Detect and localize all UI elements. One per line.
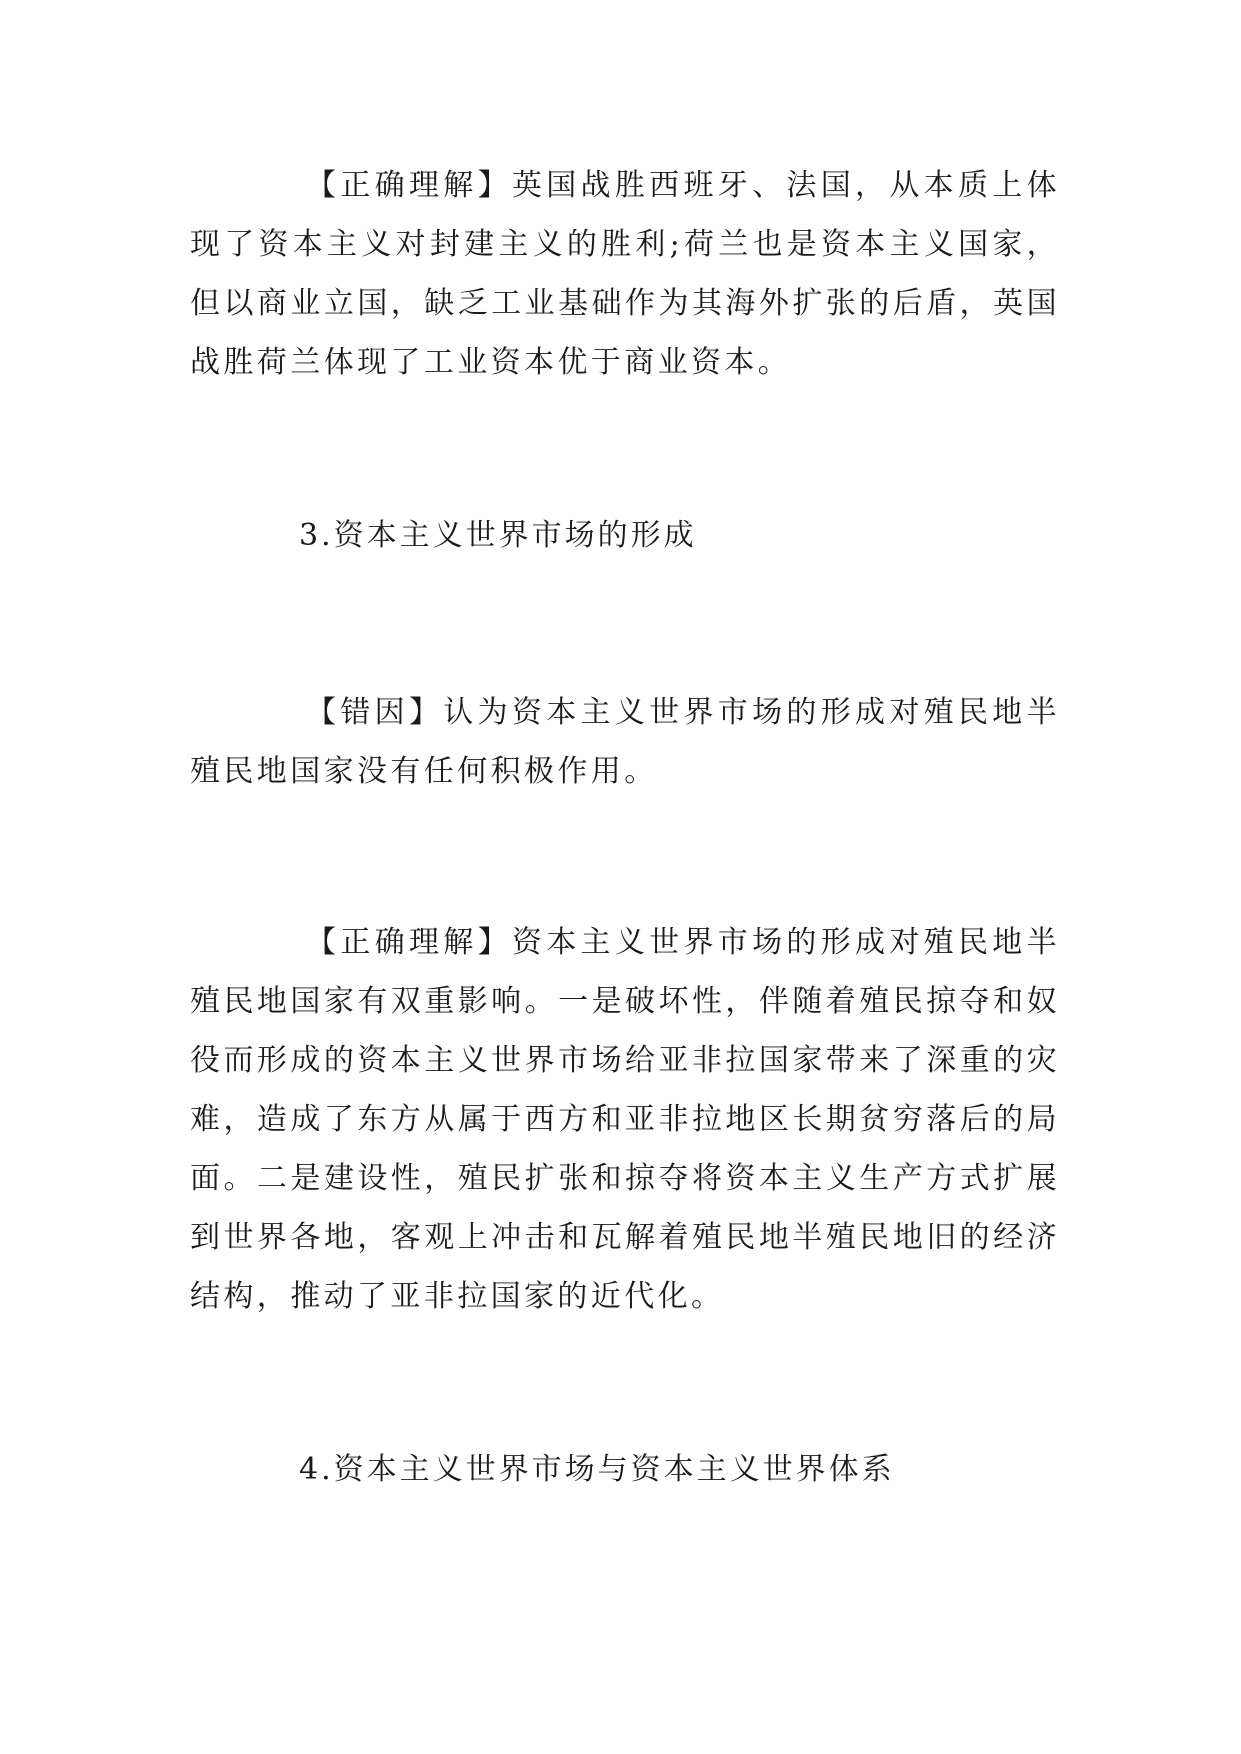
section-heading-3: 3.资本主义世界市场的形成: [299, 518, 697, 553]
correct-understanding-paragraph-2: 【正确理解】资本主义世界市场的形成对殖民地半殖民地国家有双重影响。一是破坏性，伴随着殖民掠夺和奴役而形成的资本主义世界市场给亚非拉国家带来了深重的灾难，造成了东方从属于西方和亚非拉地区长期贫穷落后的局面。二是建设性，殖民扩张和掠夺将资本主义生产方式扩展到世界各地，客观上冲击和瓦解着殖民地半殖民地旧的经济结构，推动了亚非拉国家的近代化。: [190, 925, 1060, 1314]
section-heading-4: 4.资本主义世界市场与资本主义世界体系: [299, 1452, 895, 1487]
error-cause-paragraph: 【错因】认为资本主义世界市场的形成对殖民地半殖民地国家没有任何积极作用。: [190, 695, 1060, 789]
correct-understanding-paragraph-1: 【正确理解】英国战胜西班牙、法国，从本质上体现了资本主义对封建主义的胜利;荷兰也是资本主义国家，但以商业立国，缺乏工业基础作为其海外扩张的后盾，英国战胜荷兰体现了工业资本优于商业资本。: [190, 168, 1060, 380]
